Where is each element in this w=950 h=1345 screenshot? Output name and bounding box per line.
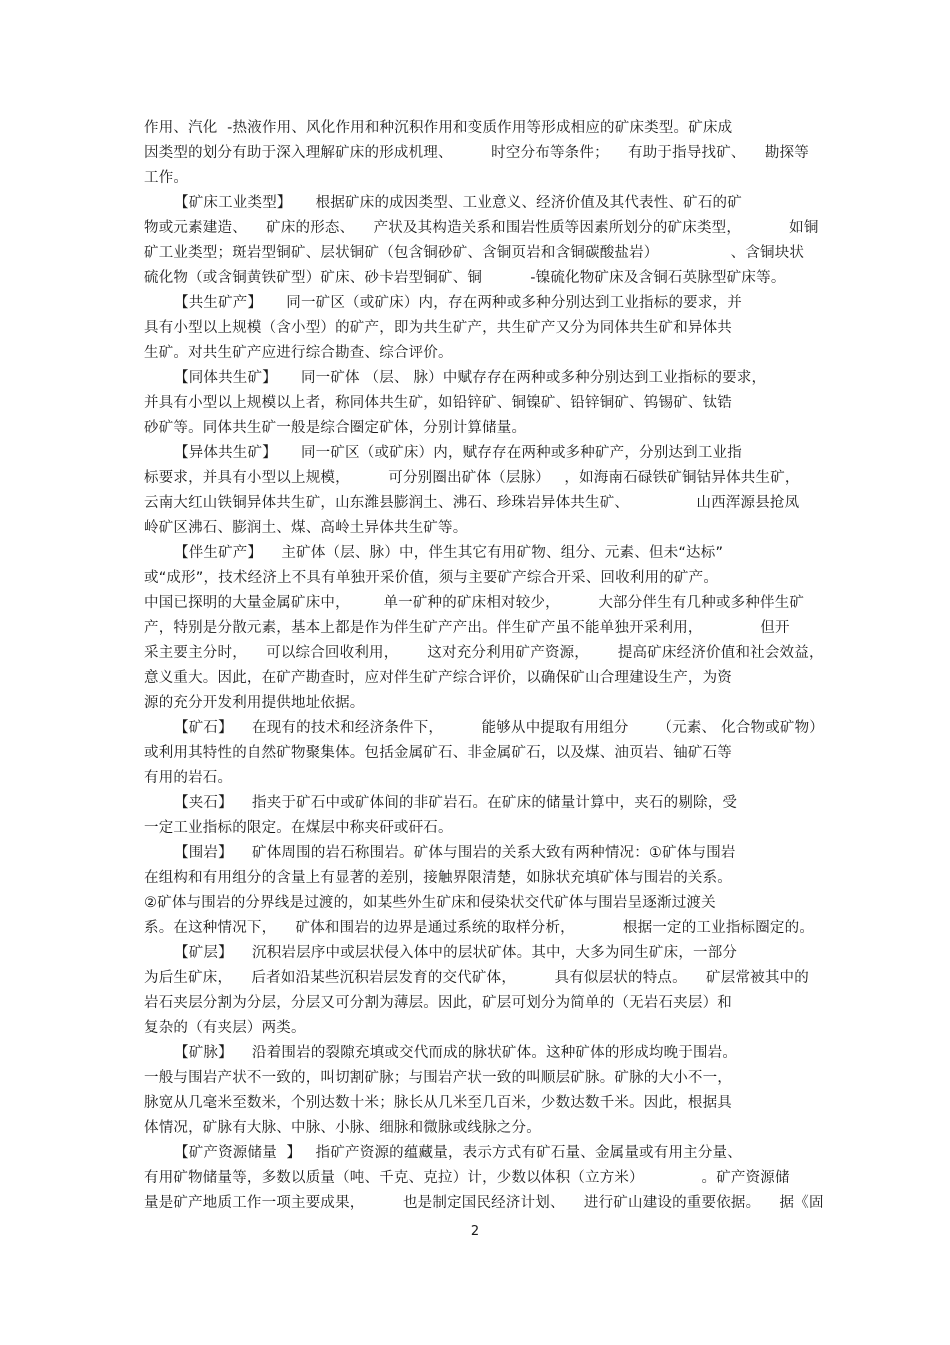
text-line: 云南大红山铁铜异体共生矿，山东潍县膨润土、沸石、珍珠岩异体共生矿、 山西浑源县抢凤 (144, 495, 800, 511)
text-line: 有用矿物储量等，多数以质量（吨、千克、克拉）计，少数以体积（立方米） 。矿产资源储 (144, 1170, 790, 1186)
text-line: 量是矿产地质工作一项主要成果， 也是制定国民经济计划、 进行矿山建设的重要依据。 据《固 (144, 1195, 824, 1211)
text-line: 作用、汽化 -热液作用、风化作用和种沉积作用和变质作用等形成相应的矿床类型。矿床成 (144, 120, 733, 136)
text-line: 【夹石】 指夹于矿石中或矿体间的非矿岩石。在矿床的储量计算中，夹石的剔除，受 (174, 795, 738, 811)
text-line: 源的充分开发利用提供地址依据。 (144, 695, 365, 711)
text-line: 【围岩】 矿体周围的岩石称围岩。矿体与围岩的关系大致有两种情况：①矿体与围岩 (174, 845, 736, 861)
text-line: 岩石夹层分割为分层，分层又可分割为薄层。因此，矿层可划分为简单的（无岩石夹层）和 (144, 995, 732, 1011)
text-line: ②矿体与围岩的分界线是过渡的，如某些外生矿床和侵染状交代矿体与围岩呈逐渐过渡关 (144, 895, 716, 911)
text-line: 砂矿等。同体共生矿一般是综合圈定矿体，分别计算储量。 (144, 420, 527, 436)
text-line: 【矿产资源储量 】 指矿产资源的蕴藏量，表示方式有矿石量、金属量或有用主分量、 (174, 1145, 742, 1161)
text-line: 因类型的划分有助于深入理解矿床的形成机理、 时空分布等条件； 有助于指导找矿、 勘探等 (144, 145, 809, 161)
text-line: 有用的岩石。 (144, 770, 233, 786)
text-line: 工作。 (144, 170, 189, 186)
text-line: 并具有小型以上规模以上者，称同体共生矿，如铅锌矿、铜镍矿、铅锌铜矿、钨锡矿、钛锆 (144, 395, 732, 411)
text-line: 产，特别是分散元素，基本上都是作为伴生矿产产出。伴生矿产虽不能单独开采利用， 但开 (144, 620, 790, 636)
text-line: 【同体共生矿】 同一矿体 （层、 脉）中赋存存在两种或多种分别达到工业指标的要求， (174, 370, 767, 386)
text-line: 系。在这种情况下， 矿体和围岩的边界是通过系统的取样分析， 根据一定的工业指标圈定的。 (144, 920, 815, 936)
text-line: 意义重大。因此，在矿产勘查时，应对伴生矿产综合评价，以确保矿山合理建设生产，为资 (144, 670, 732, 686)
text-line: 一般与围岩产状不一致的，叫切割矿脉；与围岩产状一致的叫顺层矿脉。矿脉的大小不一， (144, 1070, 732, 1086)
text-line: 【伴生矿产】 主矿体（层、脉）中，伴生其它有用矿物、组分、元素、但未“达标” (174, 545, 724, 561)
text-line: 具有小型以上规模（含小型）的矿产，即为共生矿产，共生矿产又分为同体共生矿和异体共 (144, 320, 732, 336)
text-line: 标要求，并具有小型以上规模， 可分别圈出矿体（层脉） ，如海南石碌铁矿铜钴异体共生矿， (144, 470, 800, 486)
text-line: 【共生矿产】 同一矿区（或矿床）内，存在两种或多种分别达到工业指标的要求，并 (174, 295, 742, 311)
text-line: 硫化物（或含铜黄铁矿型）矿床、砂卡岩型铜矿、铜 -镍硫化物矿床及含铜石英脉型矿床等。 (144, 270, 786, 286)
text-line: 矿工业类型；斑岩型铜矿、层状铜矿（包含铜砂矿、含铜页岩和含铜碳酸盐岩） 、含铜块状 (144, 245, 805, 261)
text-line: 【矿脉】 沿着围岩的裂隙充填或交代而成的脉状矿体。这种矿体的形成均晚于围岩。 (174, 1045, 738, 1061)
text-line: 【矿床工业类型】 根据矿床的成因类型、工业意义、经济价值及其代表性、矿石的矿 (174, 195, 742, 211)
text-line: 或利用其特性的自然矿物聚集体。包括金属矿石、非金属矿石，以及煤、油页岩、铀矿石等 (144, 745, 732, 761)
text-line: 为后生矿床， 后者如沿某些沉积岩层发育的交代矿体， 具有似层状的特点。 矿层常被其中的 (144, 970, 809, 986)
text-line: 体情况，矿脉有大脉、中脉、小脉、细脉和微脉或线脉之分。 (144, 1120, 541, 1136)
text-line: 岭矿区沸石、膨润土、煤、高岭土异体共生矿等。 (144, 520, 468, 536)
text-line: 生矿。对共生矿产应进行综合勘查、综合评价。 (144, 345, 453, 361)
text-line: 或“成形”，技术经济上不具有单独开采价值，须与主要矿产综合开采、回收利用的矿产。 (144, 570, 719, 586)
text-line: 物或元素建造、 矿床的形态、 产状及其构造关系和围岩性质等因素所划分的矿床类型， 如铜 (144, 220, 819, 236)
text-line: 中国已探明的大量金属矿床中， 单一矿种的矿床相对较少， 大部分伴生有几种或多种伴生矿 (144, 595, 805, 611)
text-line: 在组构和有用组分的含量上有显著的差别，接触界限清楚，如脉状充填矿体与围岩的关系。 (144, 870, 732, 886)
text-line: 【矿层】 沉积岩层序中或层状侵入体中的层状矿体。其中，大多为同生矿床，一部分 (174, 945, 738, 961)
text-line: 【异体共生矿】 同一矿区（或矿床）内，赋存存在两种或多种矿产，分别达到工业指 (174, 445, 742, 461)
text-line: 复杂的（有夹层）两类。 (144, 1020, 306, 1036)
text-line: 脉宽从几毫米至数米，个别达数十米；脉长从几米至几百米，少数达数千米。因此，根据具 (144, 1095, 732, 1111)
text-line: 一定工业指标的限定。在煤层中称夹矸或矸石。 (144, 820, 453, 836)
text-line: 【矿石】 在现有的技术和经济条件下， 能够从中提取有用组分 （元素、 化合物或矿物） (174, 720, 824, 736)
page-number: 2 (470, 1224, 480, 1239)
text-line: 采主要主分时， 可以综合回收利用， 这对充分利用矿产资源， 提高矿床经济价值和社会效益， (144, 645, 824, 661)
